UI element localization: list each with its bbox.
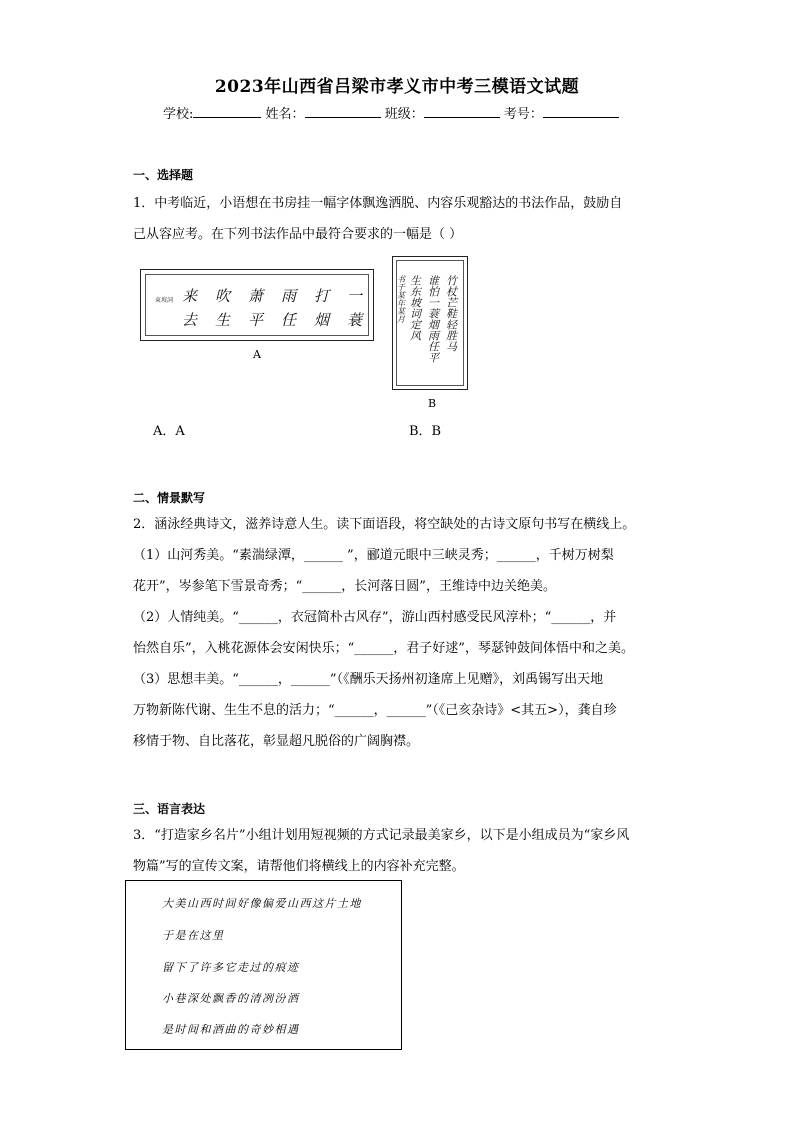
q3-line: 3．“打造家乡名片”小组计划用短视频的方式记录最美家乡，以下是小组成员为“家乡风 — [133, 828, 630, 843]
calligraphy-b-art — [393, 257, 467, 389]
class-label: 班级： — [384, 107, 424, 122]
calligraphy-a-col1-bottom: 蓑 — [347, 311, 363, 329]
question2 — [133, 509, 663, 757]
exam-no-label: 考号： — [503, 107, 543, 122]
calligraphy-a-col6-top: 来 — [182, 287, 198, 305]
calligraphy-image-a — [140, 269, 374, 341]
section2-heading: 二、情景默写 — [133, 491, 206, 505]
calligraphy-a-col2-bottom: 烟 — [314, 311, 330, 329]
image-b-caption: B — [428, 397, 437, 410]
calligraphy-a-col2-top: 打 — [314, 287, 330, 305]
image-a-caption: A — [253, 348, 261, 361]
calligraphy-a-seal: 東坡詞 — [155, 297, 174, 304]
calligraphy-a-col5-bottom: 生 — [215, 311, 231, 329]
promo-line: 留下了许多它走过的痕迹 — [162, 961, 300, 974]
section3-heading: 三、语言表达 — [133, 802, 206, 816]
question3 — [133, 820, 663, 882]
option-b[interactable]: B．B — [409, 424, 442, 439]
school-label: 学校: — [163, 107, 194, 122]
calligraphy-a-col3-bottom: 任 — [281, 311, 297, 329]
q3-line: 物篇”写的宣传文案，请帮他们将横线上的内容补充完整。 — [133, 859, 465, 874]
option-a[interactable]: A．A — [153, 424, 185, 439]
section1-heading: 一、选择题 — [133, 168, 194, 182]
q2-line: （3）思想丰美。“______，______”（《酬乐天扬州初逢席上见赠》，刘禹锡写出天地 — [133, 672, 604, 687]
page-title: 2023年山西省吕梁市孝义市中考三模语文试题 — [214, 77, 580, 97]
calligraphy-a-col5-top: 吹 — [215, 287, 231, 305]
q2-line: 怡然自乐”，入桃花源体会安闲快乐；“______，君子好逑”，琴瑟钟鼓间体悟中和之美。 — [133, 641, 634, 656]
q2-line: 花开”，岑参笔下雪景奇秀；“______，长河落日圆”，王维诗中边关绝美。 — [133, 579, 556, 594]
q2-line: 2．涵泳经典诗文，滋养诗意人生。读下面语段，将空缺处的古诗文原句书写在横线上。 — [133, 517, 636, 532]
calligraphy-image-b — [392, 256, 468, 390]
promo-line: 小巷深处飘香的清冽汾酒 — [162, 992, 300, 1005]
calligraphy-b-col4: 书于某年某月 — [396, 275, 406, 323]
calligraphy-b-col3: 生东坡词定风 — [408, 275, 422, 341]
name-label: 姓名： — [265, 107, 305, 122]
promo-copy-box — [125, 880, 402, 1050]
promo-line: 是时间和酒曲的奇妙相遇 — [162, 1023, 300, 1036]
q1-line2: 己从容应考。在下列书法作品中最符合要求的一幅是（ ） — [133, 227, 463, 242]
calligraphy-a-col6-bottom: 去 — [182, 311, 198, 329]
calligraphy-b-col2: 谁怕一蓑烟雨任平 — [426, 275, 440, 363]
q1-line1: 1．中考临近，小语想在书房挂一幅字体飘逸洒脱、内容乐观豁达的书法作品，鼓励自 — [133, 196, 623, 211]
q2-line: 移情于物、自比落花，彰显超凡脱俗的广阔胸襟。 — [133, 734, 420, 749]
calligraphy-a-col4-bottom: 平 — [248, 311, 264, 329]
class-blank[interactable] — [424, 105, 500, 118]
q2-line: （1）山河秀美。“素湍绿潭，______ ”，郦道元眼中三峡灵秀；______，千树万树梨 — [133, 548, 614, 563]
name-blank[interactable] — [305, 105, 381, 118]
calligraphy-b-col1: 竹杖芒鞋轻胜马 — [444, 275, 458, 352]
promo-line: 大美山西时间好像偏爱山西这片土地 — [162, 897, 362, 910]
exam-no-blank[interactable] — [543, 105, 619, 118]
question1 — [133, 188, 663, 250]
calligraphy-a-col4-top: 萧 — [248, 287, 264, 305]
school-blank[interactable] — [193, 105, 261, 118]
q2-line: （2）人情纯美。“______，衣冠简朴古风存”，游山西村感受民风淳朴；“______，并 — [133, 610, 617, 625]
student-info-line — [163, 103, 619, 122]
calligraphy-a-art — [141, 270, 373, 340]
promo-line: 于是在这里 — [162, 929, 225, 942]
calligraphy-a-col3-top: 雨 — [281, 287, 297, 305]
calligraphy-a-col1-top: 一 — [347, 287, 363, 305]
q2-line: 万物新陈代谢、生生不息的活力；“______，______”（《己亥杂诗》<其五>），龚自珍 — [133, 703, 617, 718]
